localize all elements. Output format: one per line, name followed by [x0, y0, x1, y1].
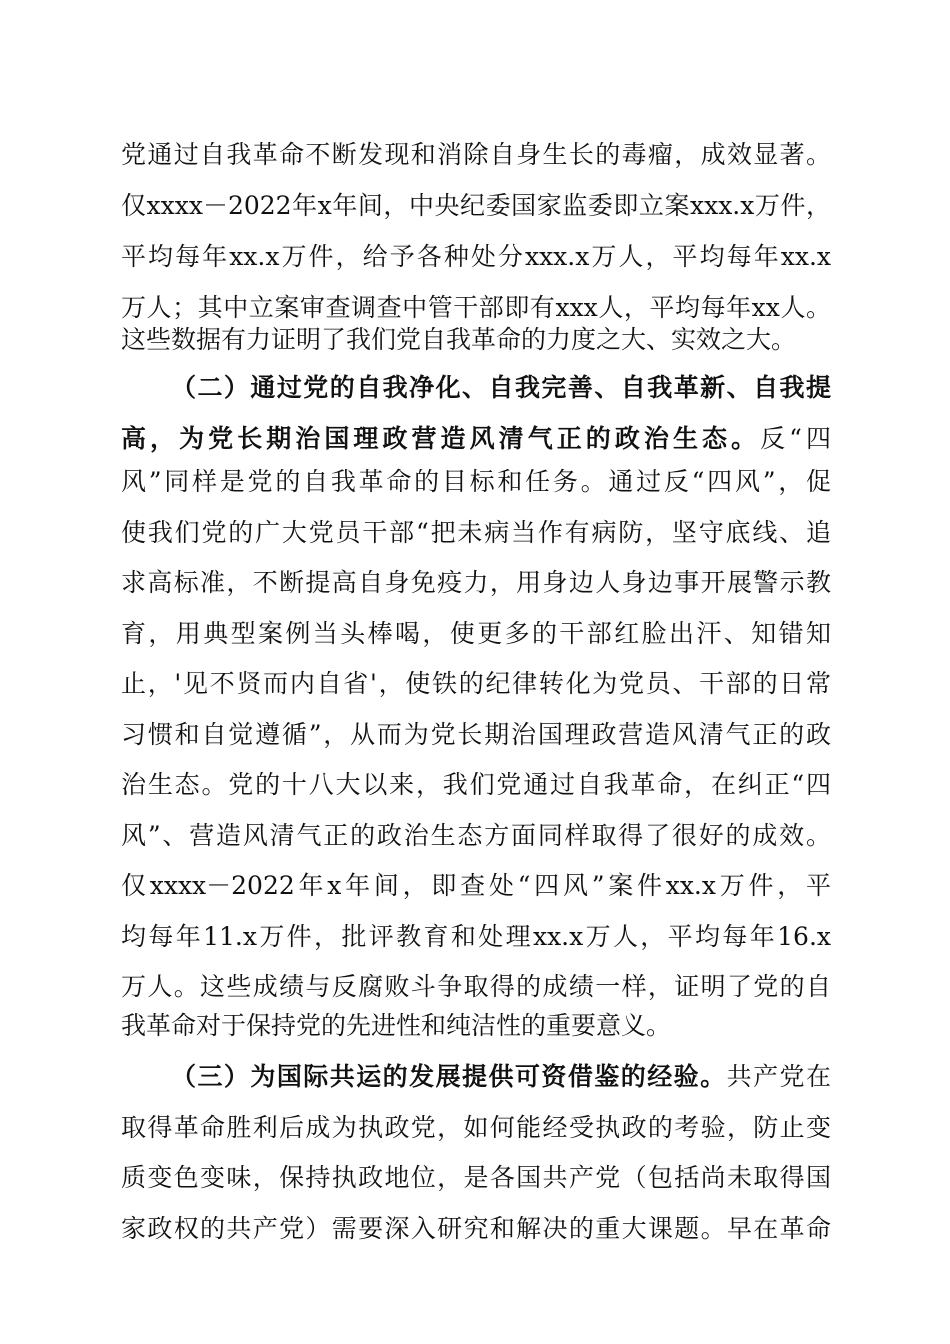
- section-heading-bold: （三）为国际共运的发展提供可资借鉴的经验。: [171, 1062, 727, 1091]
- text-line: 育，用典型案例当头棒喝，使更多的干部红脸出汗、知错知: [121, 619, 831, 648]
- text-line: 万人。这些成绩与反腐败斗争取得的成绩一样，证明了党的自: [121, 972, 831, 1001]
- text-line: 党通过自我革命不断发现和消除自身生长的毒瘤，成效显著。: [121, 140, 831, 169]
- text-line: 止，'见不贤而内自省'，使铁的纪律转化为党员、干部的日常: [121, 669, 831, 698]
- text-line: 均每年11.x万件，批评教育和处理xx.x万人，平均每年16.x: [121, 922, 831, 951]
- text-line: 家政权的共产党）需要深入研究和解决的重大课题。早在革命: [121, 1214, 831, 1243]
- section-heading-rest: 共产党在: [726, 1062, 831, 1091]
- text-line: 求高标准，不断提高自身免疫力，用身边人身边事开展警示教: [121, 568, 831, 597]
- text-line: 平均每年xx.x万件，给予各种处分xxx.x万人，平均每年xx.x: [121, 242, 831, 271]
- text-line: 质变色变味，保持执政地位，是各国共产党（包括尚未取得国: [121, 1163, 831, 1192]
- text-line: 仅xxxx－2022年x年间，即查处“四风”案件xx.x万件，平: [121, 871, 831, 900]
- text-line: 风”、营造风清气正的政治生态方面同样取得了很好的成效。: [121, 821, 831, 850]
- text-line: 万人；其中立案审查调查中管干部即有xxx人，平均每年xx人。: [121, 293, 831, 322]
- text-line: 治生态。党的十八大以来，我们党通过自我革命，在纠正“四: [121, 770, 831, 799]
- section-heading-bold: 高，为党长期治国理政营造风清气正的政治生态。: [121, 424, 761, 453]
- section-heading-line: [121, 419, 831, 459]
- text-line: 这些数据有力证明了我们党自我革命的力度之大、实效之大。: [121, 325, 797, 354]
- section-heading: （二）通过党的自我净化、自我完善、自我革新、自我提: [171, 373, 831, 402]
- text-line: 我革命对于保持党的先进性和纯洁性的重要意义。: [121, 1011, 672, 1040]
- text-line: 风”同样是党的自我革命的目标和任务。通过反“四风”，促: [121, 467, 831, 496]
- text-line: 习惯和自觉遵循”，从而为党长期治国理政营造风清气正的政: [121, 720, 831, 749]
- section-heading-rest: 反“四: [760, 424, 831, 453]
- text-line: 取得革命胜利后成为执政党，如何能经受执政的考验，防止变: [121, 1113, 831, 1142]
- section-heading-line: [171, 1057, 831, 1097]
- text-line: 使我们党的广大党员干部“把未病当作有病防，坚守底线、追: [121, 518, 831, 547]
- text-line: 仅xxxx－2022年x年间，中央纪委国家监委即立案xxx.x万件，: [121, 191, 831, 220]
